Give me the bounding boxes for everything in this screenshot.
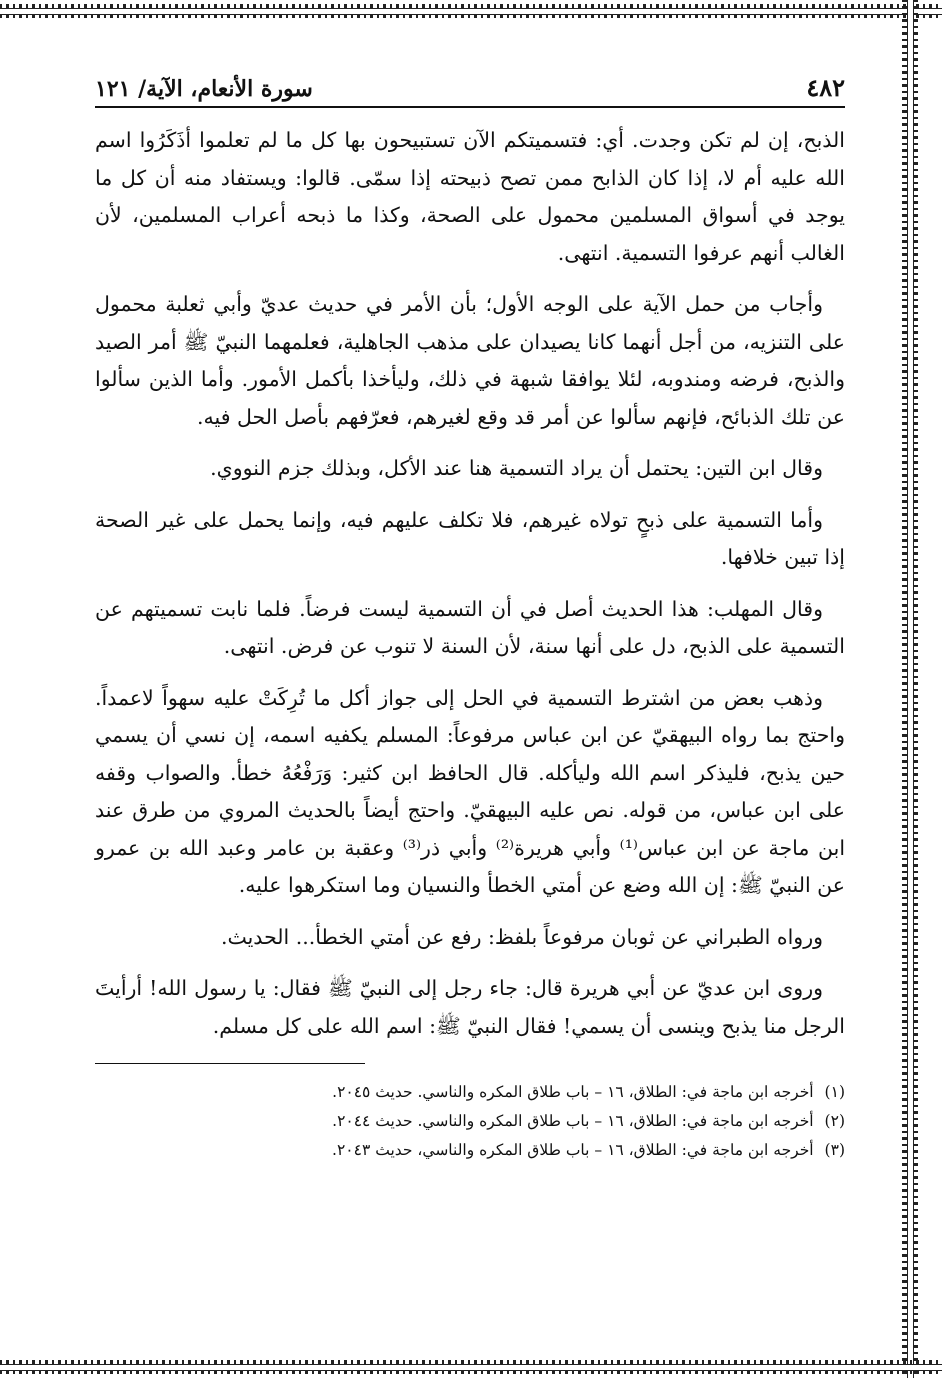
paragraph: وقال المهلب: هذا الحديث أصل في أن التسمية ليست فرضاً. فلما نابت تسميتهم عن التسمية على الذبح، دل على أنها سنة، لأن السنة لا تنوب عن فرض. انتهى. xyxy=(95,596,845,658)
footnotes xyxy=(95,1078,845,1165)
paragraph: الذبح، إن لم تكن وجدت. أي: فتسميتكم الآن تستبيحون بها كل ما لم تعلموا أذَكَرُوا اسم الله عليه أم لا، إذا كان الذابح ممن تصح ذبيحته إذا سمّى. قالوا: ويستفاد منه أن كل ما يوجد في أسواق المسلمين محمول على الصحة، وكذا ما ذبحه أعراب المسلمين، لأن الغالب أنهم عرفوا التسمية. انتهى. xyxy=(95,128,845,265)
footnote-number: (٢) xyxy=(824,1112,845,1130)
footnote xyxy=(95,1136,845,1165)
footnote xyxy=(95,1078,845,1107)
footnote-text: أخرجه ابن ماجة في: الطلاق، ١٦ – باب طلاق المكره والناسي. حديث ٢٠٤٤. xyxy=(332,1112,814,1130)
paragraph: وأجاب من حمل الآية على الوجه الأول؛ بأن الأمر في حديث عديّ وأبي ثعلبة محمول على التنزيه، من أجل أنهما كانا يصيدان على مذهب الجاهلية، فعلمهما النبيّ ﷺ أمر الصيد والذبح، فرضه ومندوبه، لئلا يوافقا شبهة في ذلك، وليأخذا بأكمل الأمور. وأما الذين سألوا عن تلك الذبائح، فإنهم سألوا عن أمر قد وقع لغيرهم، فعرّفهم بأصل الحل فيه. xyxy=(95,292,846,429)
footnote xyxy=(95,1107,845,1136)
main-text xyxy=(95,122,845,1045)
decorative-border-bottom xyxy=(0,1360,942,1374)
footnote-text: أخرجه ابن ماجة في: الطلاق، ١٦ – باب طلاق المكره والناسي. حديث ٢٠٤٥. xyxy=(332,1083,814,1101)
paragraph: وذهب بعض من اشترط التسمية في الحل إلى جواز أكل ما تُرِكَتْ عليه سهواً لاعمداً. واحتج بما رواه البيهقيّ عن ابن عباس مرفوعاً: المسلم يكفيه اسمه، إن نسي أن يسمي حين يذبح، فليذكر اسم الله وليأكله. قال الحافظ ابن كثير: وَرَفْعُهُ خطأ. والصواب وقفه على ابن عباس، من قوله. نص عليه البيهقيّ. واحتج أيضاً بالحديث المروي من طرق عند ابن ماجة عن ابن عباس⁽¹⁾ وأبي هريرة⁽²⁾ وأبي ذر⁽³⁾ وعقبة بن عامر وعبد الله بن عمرو عن النبيّ ﷺ: إن الله وضع عن أمتي الخطأ والنسيان وما استكرهوا عليه. xyxy=(95,685,846,897)
page-number: ٤٨٢ xyxy=(806,73,845,102)
decorative-border-right xyxy=(902,0,918,1378)
paragraph: وقال ابن التين: يحتمل أن يراد التسمية هنا عند الأكل، وبذلك جزم النووي. xyxy=(210,456,823,480)
paragraph: وروى ابن عديّ عن أبي هريرة قال: جاء رجل إلى النبيّ ﷺ فقال: يا رسول الله! أرأيتَ الرجل منا يذبح وينسى أن يسمي! فقال النبيّ ﷺ: اسم الله على كل مسلم. xyxy=(95,976,845,1038)
surah-title: سورة الأنعام، الآية/ ١٢١ xyxy=(95,76,313,102)
page xyxy=(95,62,845,1165)
paragraph: ورواه الطبراني عن ثوبان مرفوعاً بلفظ: رفع عن أمتي الخطأ... الحديث. xyxy=(220,924,823,949)
footnote-separator xyxy=(95,1063,365,1064)
decorative-border-top xyxy=(0,4,942,18)
footnote-number: (١) xyxy=(824,1083,845,1101)
footnote-number: (٣) xyxy=(824,1141,845,1159)
running-header xyxy=(95,62,845,108)
paragraph: وأما التسمية على ذبحٍ تولاه غيرهم، فلا تكلف عليهم فيه، وإنما يحمل على غير الصحة إذا تبين خلافها. xyxy=(95,507,845,569)
footnote-text: أخرجه ابن ماجة في: الطلاق، ١٦ – باب طلاق المكره والناسي، حديث ٢٠٤٣. xyxy=(332,1141,814,1159)
